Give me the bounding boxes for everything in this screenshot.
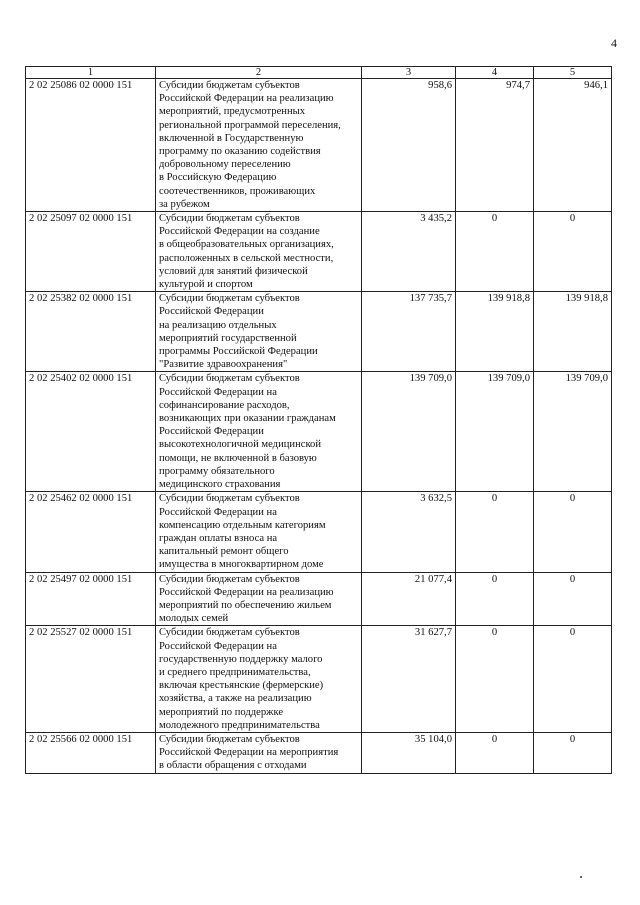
value-col-4: 139 709,0	[456, 372, 534, 492]
budget-code: 2 02 25097 02 0000 151	[26, 212, 156, 292]
budget-code: 2 02 25382 02 0000 151	[26, 292, 156, 372]
value-col-4: 0	[456, 212, 534, 292]
header-col-2: 2	[156, 67, 362, 79]
header-col-1: 1	[26, 67, 156, 79]
subsidy-description: Субсидии бюджетам субъектов Российской Федерации на реализацию отдельных мероприятий государственной программы Российской Федерации "Развитие здравоохранения"	[156, 292, 362, 372]
value-col-4: 0	[456, 732, 534, 773]
value-col-4: 139 918,8	[456, 292, 534, 372]
subsidy-description: Субсидии бюджетам субъектов Российской Федерации на компенсацию отдельным категориям граждан оплаты взноса на капитальный ремонт общего имущества в многоквартирном доме	[156, 492, 362, 572]
subsidy-description: Субсидии бюджетам субъектов Российской Федерации на реализацию мероприятий, предусмотренных региональной программой переселения, включенной в Государственную программу по оказанию содействия добровольному переселению в Российскую Федерацию соотечественников, проживающих за рубежом	[156, 79, 362, 212]
value-col-3: 35 104,0	[362, 732, 456, 773]
budget-table	[25, 66, 612, 774]
budget-code: 2 02 25527 02 0000 151	[26, 626, 156, 733]
value-col-5: 0	[534, 732, 612, 773]
budget-code: 2 02 25566 02 0000 151	[26, 732, 156, 773]
header-col-4: 4	[456, 67, 534, 79]
page-number: 4	[611, 36, 617, 50]
value-col-5: 139 918,8	[534, 292, 612, 372]
table-row	[26, 372, 612, 492]
subsidy-description: Субсидии бюджетам субъектов Российской Федерации на мероприятия в области обращения с отходами	[156, 732, 362, 773]
scan-speck	[580, 876, 582, 878]
value-col-5: 139 709,0	[534, 372, 612, 492]
header-row	[26, 67, 612, 79]
value-col-5: 0	[534, 492, 612, 572]
table-row	[26, 212, 612, 292]
value-col-5: 0	[534, 626, 612, 733]
value-col-3: 31 627,7	[362, 626, 456, 733]
budget-code: 2 02 25086 02 0000 151	[26, 79, 156, 212]
table-row	[26, 626, 612, 733]
table-row	[26, 572, 612, 626]
header-col-3: 3	[362, 67, 456, 79]
subsidy-description: Субсидии бюджетам субъектов Российской Федерации на софинансирование расходов, возникающих при оказании гражданам Российской Федерации высокотехнологичной медицинской помощи, не включенной в базовую программу обязательного медицинского страхования	[156, 372, 362, 492]
subsidy-description: Субсидии бюджетам субъектов Российской Федерации на реализацию мероприятий по обеспечению жильем молодых семей	[156, 572, 362, 626]
value-col-5: 946,1	[534, 79, 612, 212]
subsidy-description: Субсидии бюджетам субъектов Российской Федерации на государственную поддержку малого и среднего предпринимательства, включая крестьянские (фермерские) хозяйства, а также на реализацию мероприятий по поддержке молодежного предпринимательства	[156, 626, 362, 733]
value-col-3: 21 077,4	[362, 572, 456, 626]
value-col-5: 0	[534, 572, 612, 626]
budget-code: 2 02 25402 02 0000 151	[26, 372, 156, 492]
budget-code: 2 02 25462 02 0000 151	[26, 492, 156, 572]
budget-code: 2 02 25497 02 0000 151	[26, 572, 156, 626]
value-col-3: 3 632,5	[362, 492, 456, 572]
table-row	[26, 79, 612, 212]
table-row	[26, 292, 612, 372]
value-col-3: 3 435,2	[362, 212, 456, 292]
value-col-4: 0	[456, 626, 534, 733]
value-col-3: 958,6	[362, 79, 456, 212]
value-col-3: 139 709,0	[362, 372, 456, 492]
value-col-4: 974,7	[456, 79, 534, 212]
value-col-4: 0	[456, 492, 534, 572]
value-col-3: 137 735,7	[362, 292, 456, 372]
header-col-5: 5	[534, 67, 612, 79]
subsidy-description: Субсидии бюджетам субъектов Российской Федерации на создание в общеобразовательных организациях, расположенных в сельской местности, условий для занятий физической культурой и спортом	[156, 212, 362, 292]
value-col-4: 0	[456, 572, 534, 626]
table-row	[26, 732, 612, 773]
value-col-5: 0	[534, 212, 612, 292]
table-row	[26, 492, 612, 572]
